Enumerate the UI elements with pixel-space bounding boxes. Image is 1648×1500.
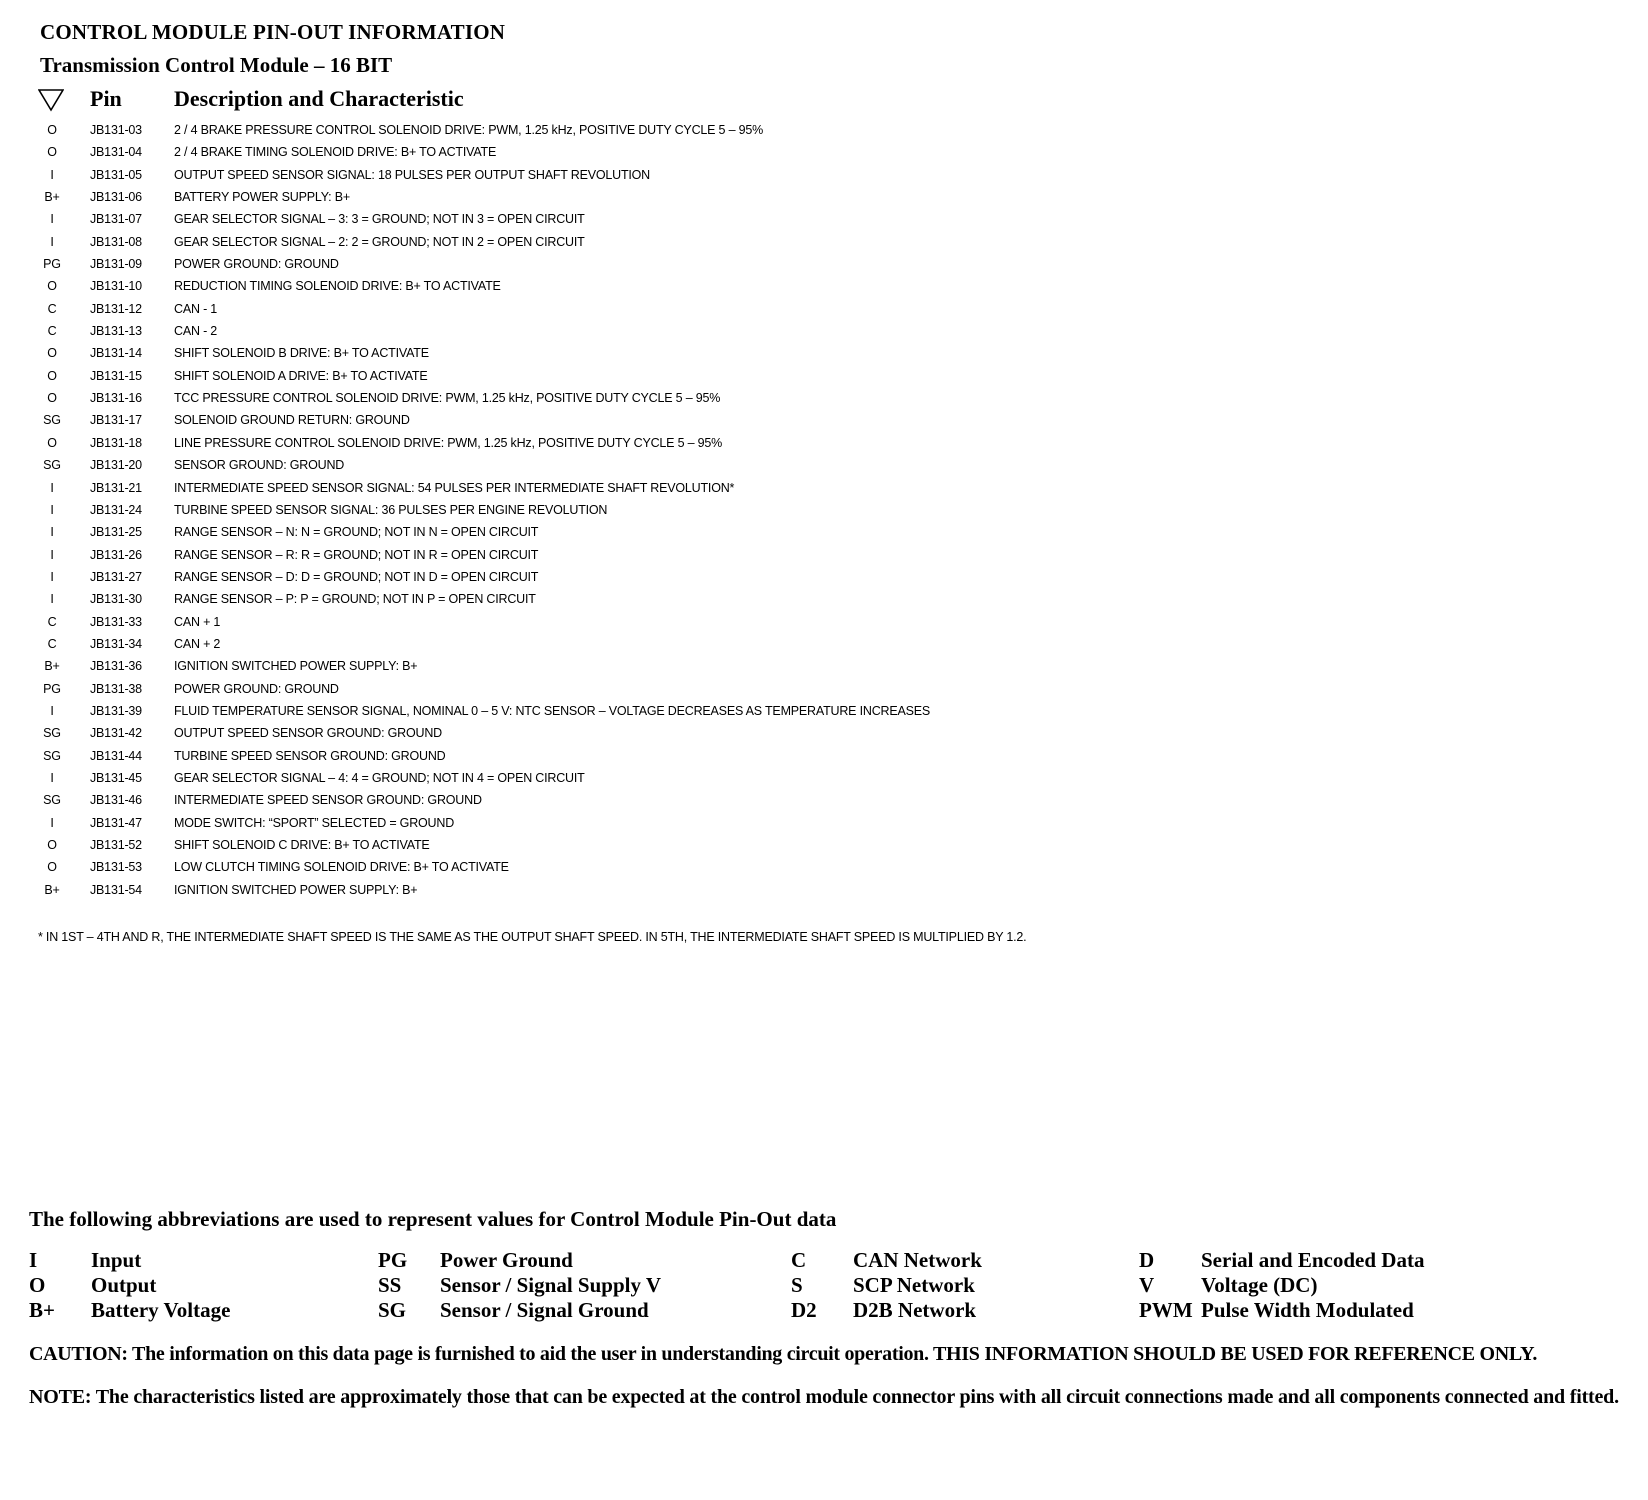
abbreviation-description: Sensor / Signal Supply V (440, 1273, 661, 1297)
abbreviation-item (378, 1298, 758, 1323)
table-row (38, 366, 1138, 388)
abbreviation-item (29, 1273, 409, 1298)
pin-description: RANGE SENSOR – R: R = GROUND; NOT IN R = OPEN CIRCUIT (174, 547, 539, 562)
pin-description: CAN + 2 (174, 636, 221, 651)
pin-type: O (47, 435, 57, 450)
abbreviation-code: D (1139, 1248, 1155, 1272)
pin-number: JB131-36 (90, 659, 142, 674)
note-text: NOTE: The characteristics listed are approximately those that can be expected at the control module connector pins with all circuit connections made and all components connected and fitted. (29, 1386, 1619, 1408)
pin-type: C (47, 636, 57, 651)
abbreviation-description: Input (91, 1248, 142, 1272)
pin-type: I (50, 770, 54, 785)
pin-type: C (47, 301, 57, 316)
pin-type: I (50, 525, 54, 540)
pin-description: RANGE SENSOR – D: D = GROUND; NOT IN D = OPEN CIRCUIT (174, 569, 539, 584)
table-row (38, 433, 1138, 455)
pin-type: O (47, 391, 57, 406)
table-row (38, 656, 1138, 678)
table-row (38, 388, 1138, 410)
pin-type: I (50, 480, 54, 495)
caution-notice: CAUTION: The information on this data page is furnished to aid the user in understanding circuit operation. THIS INFORMATION SHOULD BE USED FOR REFERENCE ONLY. (29, 1343, 1538, 1365)
pin-type: I (50, 547, 54, 562)
table-row (38, 545, 1138, 567)
abbreviation-code: SS (378, 1273, 402, 1297)
abbreviation-code: PWM (1139, 1298, 1193, 1322)
table-row (38, 254, 1138, 276)
pin-number: JB131-06 (90, 190, 142, 205)
abbreviation-description: Output (91, 1273, 157, 1297)
pin-description: INTERMEDIATE SPEED SENSOR SIGNAL: 54 PULSES PER INTERMEDIATE SHAFT REVOLUTION* (174, 480, 735, 495)
pin-number: JB131-15 (90, 368, 142, 383)
abbreviation-code: B+ (29, 1298, 55, 1322)
table-row (38, 165, 1138, 187)
pin-description: SHIFT SOLENOID A DRIVE: B+ TO ACTIVATE (174, 368, 428, 383)
abbreviation-description: Serial and Encoded Data (1201, 1248, 1425, 1272)
pin-number: JB131-42 (90, 726, 142, 741)
pin-number: JB131-26 (90, 547, 142, 562)
pin-number: JB131-10 (90, 279, 142, 294)
abbreviation-code: PG (378, 1248, 408, 1272)
table-row (38, 522, 1138, 544)
pin-type: I (50, 592, 54, 607)
pin-description: CAN - 2 (174, 324, 218, 339)
table-row (38, 857, 1138, 879)
pin-type: I (50, 703, 54, 718)
abbreviation-item (29, 1248, 409, 1273)
table-row (38, 478, 1138, 500)
abbreviation-code: V (1139, 1273, 1155, 1297)
pin-description: BATTERY POWER SUPPLY: B+ (174, 190, 350, 205)
abbreviations-legend (29, 1248, 1629, 1326)
abbreviations-intro: The following abbreviations are used to represent values for Control Module Pin-Out data (29, 1207, 837, 1231)
pin-number: JB131-20 (90, 458, 142, 473)
abbreviation-item (1139, 1298, 1519, 1323)
pin-description: POWER GROUND: GROUND (174, 681, 339, 696)
table-row (38, 701, 1138, 723)
pin-type: I (50, 234, 54, 249)
pin-description: SENSOR GROUND: GROUND (174, 458, 345, 473)
pin-description: OUTPUT SPEED SENSOR SIGNAL: 18 PULSES PER OUTPUT SHAFT REVOLUTION (174, 167, 651, 182)
pin-description: GEAR SELECTOR SIGNAL – 4: 4 = GROUND; NOT IN 4 = OPEN CIRCUIT (174, 770, 585, 785)
document-title: CONTROL MODULE PIN-OUT INFORMATION (40, 20, 506, 44)
pin-number: JB131-12 (90, 301, 142, 316)
pin-description: REDUCTION TIMING SOLENOID DRIVE: B+ TO ACTIVATE (174, 279, 501, 294)
pin-number: JB131-53 (90, 860, 142, 875)
pin-number: JB131-24 (90, 502, 142, 517)
table-row (38, 120, 1138, 142)
pin-description: INTERMEDIATE SPEED SENSOR GROUND: GROUND (174, 793, 482, 808)
table-row (38, 723, 1138, 745)
pin-number: JB131-44 (90, 748, 142, 763)
table-row (38, 679, 1138, 701)
table-row (38, 455, 1138, 477)
table-row (38, 835, 1138, 857)
abbreviation-item (378, 1248, 758, 1273)
pin-number: JB131-09 (90, 257, 142, 272)
pin-description: TURBINE SPEED SENSOR GROUND: GROUND (174, 748, 446, 763)
abbreviation-item (29, 1298, 409, 1323)
pin-number: JB131-07 (90, 212, 142, 227)
table-header (38, 86, 938, 114)
pin-type: I (50, 815, 54, 830)
table-row (38, 567, 1138, 589)
pin-type: B+ (44, 882, 60, 897)
pin-description: OUTPUT SPEED SENSOR GROUND: GROUND (174, 726, 442, 741)
table-row (38, 209, 1138, 231)
abbreviation-code: SG (378, 1298, 407, 1322)
pin-number: JB131-27 (90, 569, 142, 584)
table-row (38, 880, 1138, 902)
pin-type: SG (43, 748, 61, 763)
table-row (38, 232, 1138, 254)
pin-type: O (47, 145, 57, 160)
pin-number: JB131-03 (90, 123, 142, 137)
pin-number: JB131-47 (90, 815, 142, 830)
footnote: * IN 1ST – 4TH AND R, THE INTERMEDIATE SHAFT SPEED IS THE SAME AS THE OUTPUT SHAFT SPEED. IN 5TH, THE INTERMEDIATE SHAFT SPEED IS MULTIPLIED BY 1.2. (38, 930, 1027, 944)
table-row (38, 299, 1138, 321)
abbreviation-item (1139, 1248, 1519, 1273)
abbreviation-code: S (791, 1273, 803, 1297)
pin-number: JB131-33 (90, 614, 142, 629)
table-row (38, 612, 1138, 634)
table-row (38, 813, 1138, 835)
abbreviation-column (378, 1248, 758, 1323)
abbreviation-item (791, 1248, 1171, 1273)
pin-number: JB131-30 (90, 592, 142, 607)
abbreviation-item (791, 1273, 1171, 1298)
pin-type: SG (43, 413, 61, 428)
pin-number: JB131-14 (90, 346, 142, 361)
pin-type: O (47, 368, 57, 383)
abbreviation-description: D2B Network (853, 1298, 977, 1322)
pin-type: O (47, 279, 57, 294)
table-row (38, 321, 1138, 343)
table-row (38, 746, 1138, 768)
table-row (38, 790, 1138, 812)
pin-number: JB131-45 (90, 770, 142, 785)
pin-number: JB131-52 (90, 838, 142, 852)
pin-description: TURBINE SPEED SENSOR SIGNAL: 36 PULSES PER ENGINE REVOLUTION (174, 502, 608, 517)
abbreviation-description: Sensor / Signal Ground (440, 1298, 649, 1322)
pin-number: JB131-13 (90, 324, 142, 339)
abbreviation-code: C (791, 1248, 807, 1272)
abbreviation-description: SCP Network (853, 1273, 975, 1297)
pin-description: CAN - 1 (174, 301, 218, 316)
pin-description: LOW CLUTCH TIMING SOLENOID DRIVE: B+ TO ACTIVATE (174, 860, 509, 875)
abbreviation-description: Battery Voltage (91, 1298, 231, 1322)
pin-description: RANGE SENSOR – P: P = GROUND; NOT IN P = OPEN CIRCUIT (174, 592, 536, 607)
table-row (38, 142, 1138, 164)
pin-number: JB131-46 (90, 793, 142, 808)
pin-type: O (47, 838, 57, 852)
table-row (38, 343, 1138, 365)
table-row (38, 276, 1138, 298)
pin-type: I (50, 569, 54, 584)
pin-type: B+ (44, 190, 60, 205)
abbreviation-description: Pulse Width Modulated (1201, 1298, 1414, 1322)
pin-number: JB131-08 (90, 234, 142, 249)
abbreviation-item (378, 1273, 758, 1298)
pin-number: JB131-39 (90, 703, 142, 718)
pin-type: SG (43, 458, 61, 473)
table-row (38, 634, 1138, 656)
abbreviation-column (1139, 1248, 1519, 1323)
pin-number: JB131-17 (90, 413, 142, 428)
pin-type: B+ (44, 659, 60, 674)
pin-type: C (47, 614, 57, 629)
pin-table (38, 120, 1138, 902)
pin-type: SG (43, 793, 61, 808)
table-row (38, 589, 1138, 611)
document-subtitle: Transmission Control Module – 16 BIT (40, 53, 393, 77)
abbreviation-column (791, 1248, 1171, 1323)
pin-description: LINE PRESSURE CONTROL SOLENOID DRIVE: PWM, 1.25 kHz, POSITIVE DUTY CYCLE 5 – 95% (174, 435, 723, 450)
pin-description: 2 / 4 BRAKE TIMING SOLENOID DRIVE: B+ TO ACTIVATE (174, 145, 497, 160)
pin-number: JB131-04 (90, 145, 142, 160)
abbreviation-description: CAN Network (853, 1248, 982, 1272)
pin-number: JB131-16 (90, 391, 142, 406)
pin-description: SOLENOID GROUND RETURN: GROUND (174, 413, 410, 428)
direction-triangle-icon (38, 88, 64, 112)
pin-type: C (47, 324, 57, 339)
abbreviation-code: I (29, 1248, 38, 1272)
table-row (38, 410, 1138, 432)
table-row (38, 500, 1138, 522)
pin-number: JB131-54 (90, 882, 142, 897)
pin-description: SHIFT SOLENOID B DRIVE: B+ TO ACTIVATE (174, 346, 429, 361)
pin-description: IGNITION SWITCHED POWER SUPPLY: B+ (174, 659, 418, 674)
pin-number: JB131-18 (90, 435, 142, 450)
pin-description: FLUID TEMPERATURE SENSOR SIGNAL, NOMINAL 0 – 5 V: NTC SENSOR – VOLTAGE DECREASES AS TEMPERATURE INCREASES (174, 703, 931, 718)
pin-number: JB131-38 (90, 681, 142, 696)
pin-description: CAN + 1 (174, 614, 221, 629)
pin-type: O (47, 346, 57, 361)
pin-description: MODE SWITCH: “SPORT” SELECTED = GROUND (174, 815, 455, 830)
pin-type: PG (43, 681, 61, 696)
abbreviation-code: O (29, 1273, 46, 1297)
pin-description: TCC PRESSURE CONTROL SOLENOID DRIVE: PWM, 1.25 kHz, POSITIVE DUTY CYCLE 5 – 95% (174, 391, 721, 406)
pin-type: O (47, 860, 57, 875)
pin-description: IGNITION SWITCHED POWER SUPPLY: B+ (174, 882, 418, 897)
pin-description: GEAR SELECTOR SIGNAL – 3: 3 = GROUND; NOT IN 3 = OPEN CIRCUIT (174, 212, 585, 227)
pin-number: JB131-21 (90, 480, 142, 495)
abbreviation-description: Voltage (DC) (1201, 1273, 1318, 1297)
pin-description: POWER GROUND: GROUND (174, 257, 339, 272)
pin-type: O (47, 123, 57, 137)
abbreviation-description: Power Ground (440, 1248, 573, 1272)
abbreviation-column (29, 1248, 409, 1323)
abbreviation-item (791, 1298, 1171, 1323)
pin-type: PG (43, 257, 61, 272)
pin-type: I (50, 212, 54, 227)
pin-number: JB131-05 (90, 167, 142, 182)
pin-description: SHIFT SOLENOID C DRIVE: B+ TO ACTIVATE (174, 838, 430, 852)
pin-number: JB131-34 (90, 636, 142, 651)
pin-description: RANGE SENSOR – N: N = GROUND; NOT IN N = OPEN CIRCUIT (174, 525, 539, 540)
column-header-pin: Pin (90, 86, 122, 111)
abbreviation-item (1139, 1273, 1519, 1298)
pin-description: 2 / 4 BRAKE PRESSURE CONTROL SOLENOID DRIVE: PWM, 1.25 kHz, POSITIVE DUTY CYCLE 5 – 95% (174, 123, 764, 137)
pin-description: GEAR SELECTOR SIGNAL – 2: 2 = GROUND; NOT IN 2 = OPEN CIRCUIT (174, 234, 585, 249)
pin-type: I (50, 167, 54, 182)
table-row (38, 768, 1138, 790)
table-row (38, 187, 1138, 209)
column-header-description: Description and Characteristic (174, 86, 464, 111)
pin-type: SG (43, 726, 61, 741)
pin-number: JB131-25 (90, 525, 142, 540)
abbreviation-code: D2 (791, 1298, 817, 1322)
pin-type: I (50, 502, 54, 517)
